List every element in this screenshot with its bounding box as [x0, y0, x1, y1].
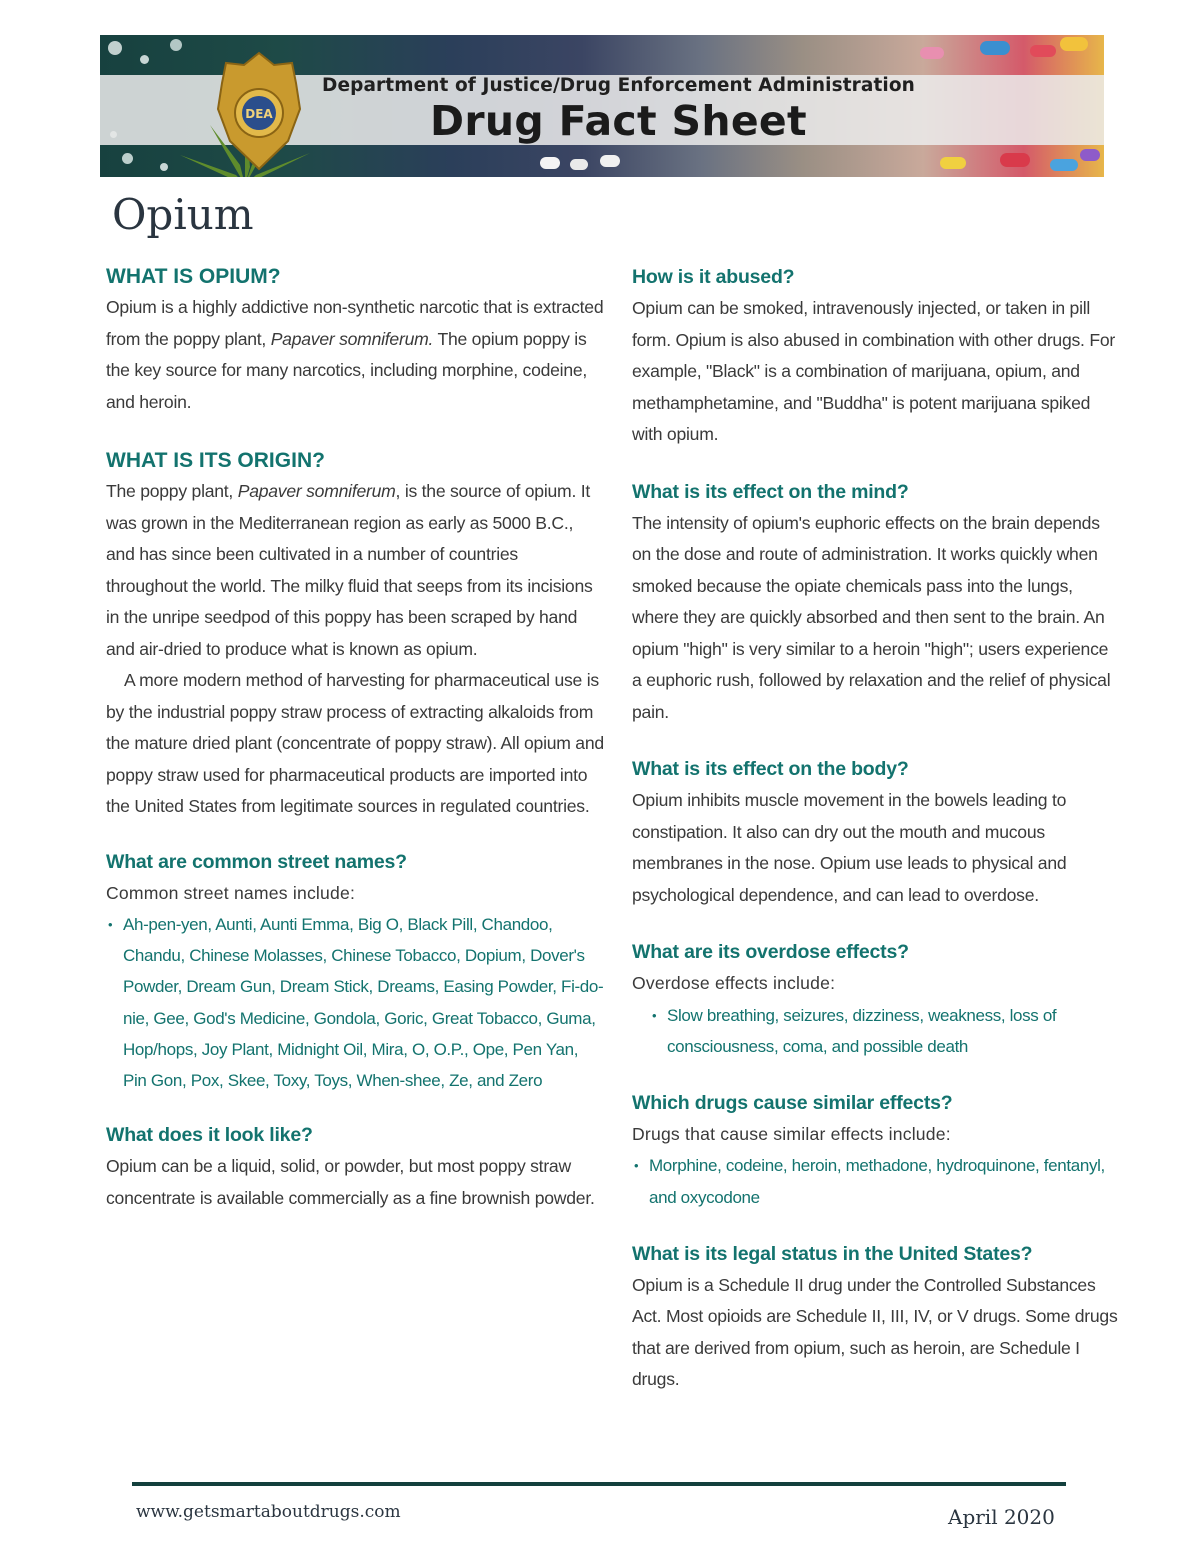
street-names-lead: Common street names include:: [106, 882, 356, 903]
similar-lead: Drugs that cause similar effects include:: [632, 1123, 951, 1144]
legal-heading: What is its legal status in the United States?: [632, 1242, 1033, 1265]
what-is-text: Opium is a highly addictive non-synthetic narcotic that is extracted from the poppy plant, Papaver somniferum. The opium poppy is the key source for many narcotics, including morphine, codeine, and heroin.: [106, 297, 604, 412]
sheet-title: Drug Fact Sheet: [430, 97, 807, 145]
dea-badge-icon: [216, 51, 302, 171]
street-names-list: [106, 909, 604, 1096]
body-heading: What is its effect on the body?: [632, 758, 909, 780]
origin-text: The poppy plant, Papaver somniferum, is the source of opium. It was grown in the Mediterranean region as early as 5000 B.C., and has since been cultivated in a number of countries throughout the world. The milky fluid that seeps from its incisions in the unripe seedpod of this poppy has been scraped by hand and air-dried to produce what is known as opium.: [106, 481, 593, 659]
list-item: • Ah-pen-yen, Aunti, Aunti Emma, Big O, Black Pill, Chandoo, Chandu, Chinese Molasses, Chinese Tobacco, Dopium, Dover's Powder, Dream Gun, Dream Stick, Dreams, Easing Powder, Fi-do-nie, Gee, God's Medicine, Gondola, Goric, Great Tobacco, Guma, Hop/hops, Joy Plant, Midnight Oil, Mira, O, O.P., Ope, Pen Yan, Pin Gon, Pox, Skee, Toxy, Toys, When-shee, Ze, and Zero: [108, 915, 604, 1091]
list-item: • Morphine, codeine, heroin, methadone, hydroquinone, fentanyl, and oxycodone: [634, 1156, 1105, 1207]
page-title: Opium: [112, 190, 254, 239]
list-item: • Slow breathing, seizures, dizziness, weakness, loss of consciousness, coma, and possible death: [652, 1005, 1057, 1056]
look-text: Opium can be a liquid, solid, or powder, but most poppy straw concentrate is available commercially as a fine brownish powder.: [106, 1156, 595, 1208]
body-text: Opium inhibits muscle movement in the bowels leading to constipation. It also can dry out the mouth and mucous membranes in the nose. Opium use leads to physical and psychological dependence, and can lead to overdose.: [632, 790, 1067, 905]
overdose-lead: Overdose effects include:: [632, 973, 836, 993]
badge-label: DEA: [245, 107, 273, 121]
legal-text: Opium is a Schedule II drug under the Controlled Substances Act. Most opioids are Schedule II, III, IV, or V drugs. Some drugs that are derived from opium, such as heroin, are Schedule I drugs.: [632, 1274, 1118, 1390]
street-names-heading: What are common street names?: [106, 850, 407, 873]
footer-divider: [132, 1482, 1066, 1486]
footer-url: www.getsmartaboutdrugs.com: [136, 1502, 401, 1522]
footer-date: April 2020: [948, 1505, 1055, 1529]
mind-text: The intensity of opium's euphoric effects on the brain depends on the dose and route of administration. It works quickly when smoked because the opiate chemicals pass into the lungs, where they are quickly absorbed and then sent to the brain. An opium "high" is very similar to a heroin "high"; users experience a euphoric rush, followed by relaxation and the relief of physical pain.: [632, 512, 1111, 722]
origin-heading: WHAT IS ITS ORIGIN?: [106, 449, 325, 472]
similar-heading: Which drugs cause similar effects?: [632, 1091, 953, 1114]
department-name: Department of Justice/Drug Enforcement Administration: [322, 75, 915, 96]
right-column: [632, 262, 1122, 1396]
mind-heading: What is its effect on the mind?: [632, 480, 909, 503]
overdose-list: [632, 1000, 1122, 1062]
abused-heading: How is it abused?: [632, 266, 795, 288]
header-banner: [100, 35, 1104, 177]
look-heading: What does it look like?: [106, 1124, 313, 1147]
left-column: [106, 262, 604, 1214]
abused-text: Opium can be smoked, intravenously injected, or taken in pill form. Opium is also abused in combination with other drugs. For example, "Black" is a combination of marijuana, opium, and methamphetamine, and "Buddha" is potent marijuana spiked with opium.: [632, 298, 1115, 444]
overdose-heading: What are its overdose effects?: [632, 941, 909, 963]
what-is-heading: WHAT IS OPIUM?: [106, 265, 281, 288]
origin-text-2: A more modern method of harvesting for pharmaceutical use is by the industrial poppy straw process of extracting alkaloids from the mature dried plant (concentrate of poppy straw). All opium and poppy straw used for pharmaceutical products are imported into the United States from legitimate sources in regulated countries.: [106, 670, 604, 816]
similar-list: [632, 1150, 1122, 1212]
